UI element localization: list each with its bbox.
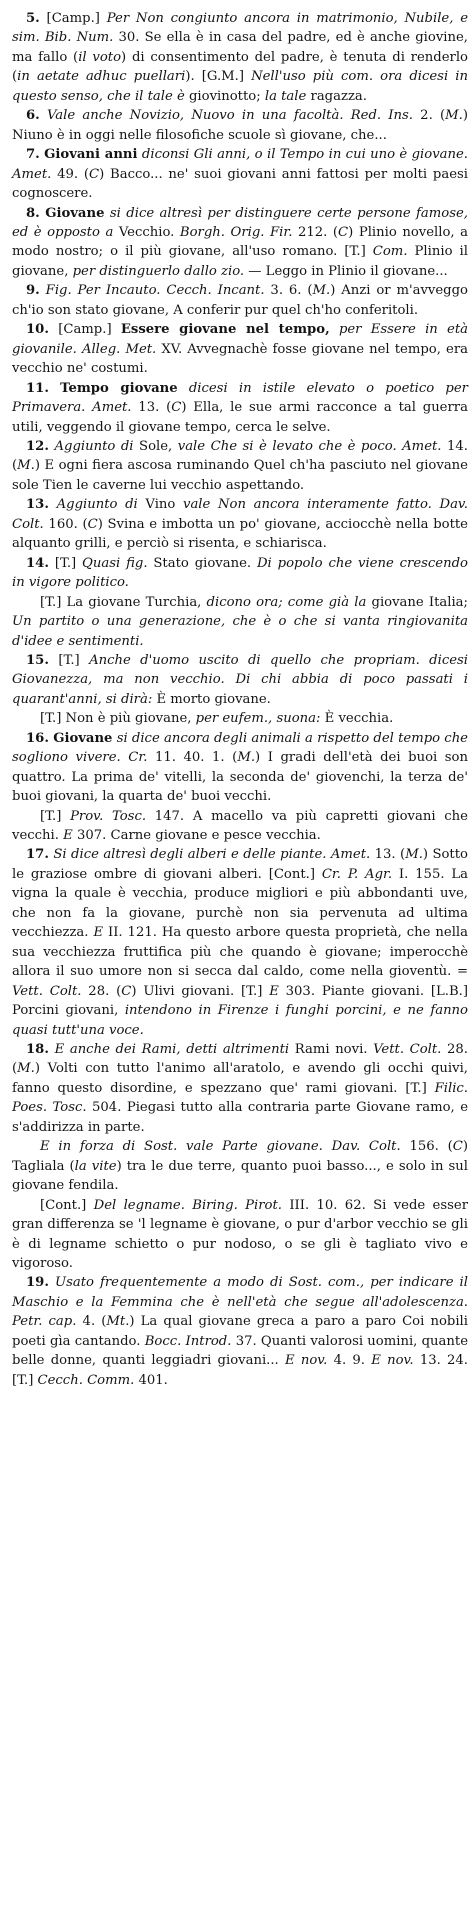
italic-gloss: Cecch. Comm. [37, 1372, 135, 1388]
sense-number: 7. [26, 147, 40, 163]
italic-gloss: vale Non ancora interamente fatto. Dav. Colt. [12, 497, 469, 532]
italic-gloss: E [269, 983, 279, 999]
sense-paragraph [12, 9, 468, 106]
sense-number: 15. [26, 652, 49, 668]
italic-gloss: M. [17, 1061, 35, 1077]
italic-gloss: E [63, 828, 73, 844]
headword-phrase: Essere giovane nel tempo, [120, 322, 330, 338]
text-run: 504. Piegasi tutto alla contraria parte Giovane ramo, e s'addirizza in parte. [12, 1100, 468, 1135]
text-run: XV. Avvegnachè fosse giovane nel tempo, era vecchio ne' costumi. [12, 341, 468, 377]
text-run: 212. ( [292, 224, 339, 240]
italic-gloss: C [338, 224, 349, 240]
text-run: [T.] La giovane Turchia, [40, 594, 207, 610]
italic-gloss: Di popolo che viene crescendo in vigore politico. [12, 555, 468, 591]
italic-gloss: per eufem., suona: [195, 711, 321, 727]
text-run: ) Svina e imbotta un po' giovane, acciocchè nella botte alquanto grilli, e perciò si risenta, e schiarisca. [12, 516, 468, 552]
text-run: ) di consentimento del padre, è tenuta di renderlo ( [12, 49, 468, 85]
text-run: Plinio il giovane, [12, 244, 468, 279]
text-run: [Camp.] [39, 11, 107, 26]
sense-number: 12. [26, 438, 49, 454]
sense-number: 11. [26, 380, 49, 396]
text-run: 3. 6. ( [264, 283, 313, 299]
text-run [40, 108, 47, 123]
sense-paragraph [12, 495, 468, 553]
text-run: ) Plinio novello, a modo nostro; o il più giovane, all'uso romano. [T.] [12, 224, 468, 260]
text-run: III. 10. 62. Si vede esser gran differenza se 'l legname è giovane, o pur d'arbor vecchio se gli è di legname schietto o pur nodoso, o se gli è tagliato vivo e vigoroso. [12, 1197, 469, 1271]
sense-paragraph [12, 437, 468, 495]
text-run: ) Ella, le sue armi racconce a tal guerra utili, veggendo il giovane tempo, cerca le selve. [12, 400, 468, 435]
text-run: 14. ( [12, 438, 468, 474]
text-run: Vino [137, 497, 183, 513]
italic-gloss: dicesi in istile elevato o poetico per Primavera. Amet. [12, 380, 468, 416]
sense-paragraph [12, 145, 468, 203]
italic-gloss: Vale anche Novizio, Nuovo in una facoltà. Red. Ins. [47, 108, 413, 124]
headword-phrase: Giovane [53, 730, 113, 746]
italic-gloss: E nov. [284, 1353, 328, 1369]
text-run: 49. ( [51, 166, 90, 182]
text-run: ) Anzi or m'avveggo ch'io son stato giovane, A conferir pur quel ch'ho conferitoli. [12, 283, 468, 318]
text-run: — Leggo in Plinio il giovane... [244, 263, 448, 279]
text-run: Sole, [133, 438, 178, 454]
text-run: ) Niuno è in oggi nelle filosofiche scuole sì giovane, che... [12, 108, 468, 143]
text-run [330, 322, 339, 337]
italic-gloss: intendono in Firenze i funghi porcini, e ne fanno quasi tutt'una voce. [12, 1003, 468, 1038]
italic-gloss: M. [237, 750, 256, 766]
text-run: 303. Piante giovani. [L.B.] Porcini giovani, [12, 983, 468, 1019]
italic-gloss: Aggiunto di [56, 497, 138, 513]
sense-paragraph [12, 845, 468, 1040]
sub-paragraph [12, 807, 468, 846]
sense-number: 8. [26, 205, 40, 221]
text-run: ) Tagliala ( [12, 1139, 468, 1174]
sense-number: 6. [26, 108, 40, 124]
italic-gloss: Vett. Colt. [12, 983, 82, 999]
text-run: 28. ( [81, 983, 122, 999]
italic-gloss: per distinguerlo dallo zio. [72, 263, 245, 279]
text-run: [T.] [48, 555, 83, 571]
text-run: È morto giovane. [152, 691, 271, 707]
italic-gloss: Filic. Poes. Tosc. [12, 1080, 468, 1116]
text-run: ). [G.M.] [185, 69, 252, 85]
italic-gloss: C [89, 166, 100, 182]
text-run: 11. 40. 1. ( [147, 750, 238, 766]
text-run: [T.] [40, 808, 71, 824]
sense-paragraph [12, 1040, 468, 1137]
text-run: ) Ulivi giovani. [T.] [131, 983, 270, 999]
italic-gloss: E nov. [371, 1353, 414, 1369]
text-run [178, 381, 189, 396]
headword-phrase: Giovane [45, 205, 105, 221]
sense-number: 9. [26, 283, 40, 299]
italic-gloss: si dice altresì per distinguere certe persone famose, ed è opposto a [12, 205, 469, 240]
sub-paragraph [12, 1196, 468, 1274]
sense-paragraph [12, 204, 468, 282]
sense-paragraph [12, 281, 468, 320]
sense-number: 10. [26, 322, 49, 338]
text-run: [Camp.] [48, 322, 121, 338]
italic-gloss: Del legname. Biring. Pirot. [93, 1197, 282, 1213]
text-run: 147. A macello va più capretti giovani che vecchi. [12, 808, 468, 844]
italic-gloss: C [87, 516, 98, 532]
italic-gloss: in aetate adhuc puellari [17, 69, 186, 85]
text-run: 2. ( [412, 108, 446, 124]
sense-paragraph [12, 379, 468, 437]
italic-gloss: per Essere in età giovanile. Alleg. Met. [12, 322, 468, 357]
text-run: [T.] [48, 652, 90, 668]
italic-gloss: E [93, 925, 104, 941]
text-run: ) tra le due terre, quanto puoi basso..., e solo in sul giovane fendila. [12, 1158, 468, 1194]
italic-gloss: Aggiunto di [54, 438, 134, 454]
text-run: 13. ( [370, 847, 406, 863]
text-run [49, 381, 60, 396]
sub-paragraph [12, 709, 468, 728]
text-run: ) I gradi dell'età dei buoi son quattro. La prima de' vitelli, la seconda de' giovenchi, la terza de' buoi giovani, la quarta de' buoi vecchi. [12, 750, 468, 805]
sense-number: 17. [26, 847, 49, 863]
sub-paragraph [12, 593, 468, 651]
text-run: ragazza. [306, 88, 367, 104]
text-run: ) La qual giovane greca a paro a paro Coi nobili poeti gìa cantando. [12, 1314, 468, 1349]
text-run: 13. 24. [T.] [12, 1353, 469, 1388]
sense-number: 14. [26, 555, 49, 571]
italic-gloss: Vett. Colt. [373, 1042, 442, 1058]
sense-number: 19. [26, 1275, 49, 1291]
sub-paragraph [12, 1137, 468, 1195]
italic-gloss: C [121, 983, 132, 999]
italic-gloss: la vite [74, 1158, 117, 1174]
text-run: 30. Se ella è in casa del padre, ed è anche giovine, ma fallo ( [12, 30, 468, 65]
italic-gloss: diconsi Gli anni, o il Tempo in cui uno è giovane. Amet. [12, 147, 469, 182]
italic-gloss: C [452, 1139, 463, 1155]
text-run: 4. ( [76, 1314, 107, 1330]
sense-number: 18. [26, 1042, 49, 1058]
text-run: ) Sotto le graziose ombre di giovani alberi. [Cont.] [12, 847, 468, 882]
italic-gloss: Quasi fig. [82, 555, 148, 571]
text-run: È vecchia. [320, 711, 394, 727]
text-run: ) Volti con tutto l'animo all'aratolo, e avendo gli occhi quivi, fanno questo disordine, e spezzano que' rami giovani. [T.] [12, 1061, 468, 1096]
text-run: [Cont.] [40, 1197, 94, 1213]
italic-gloss: M. [17, 458, 35, 474]
italic-gloss: M. [312, 283, 331, 299]
text-run: 156. ( [400, 1139, 453, 1155]
text-run: ) E ogni fiera ascosa ruminando Quel ch'ha pasciuto nel giovane sole Tien le caverne lui vecchio aspettando. [12, 458, 468, 493]
italic-gloss: si dice ancora degli animali a rispetto del tempo che sogliono vivere. Cr. [12, 730, 468, 766]
italic-gloss: Cr. P. Agr. [321, 866, 393, 882]
italic-gloss: vale Che si è levato che è poco. Amet. [177, 438, 442, 454]
text-run: Stato giovane. [147, 555, 257, 571]
sense-paragraph [12, 554, 468, 593]
text-run: 160. ( [43, 516, 88, 532]
text-run: [T.] Non è più giovane, [40, 711, 196, 727]
text-run: 401. [134, 1372, 168, 1388]
italic-gloss: C [171, 400, 182, 416]
italic-gloss: Com. [372, 244, 408, 260]
text-run: giovinotto; [184, 88, 265, 104]
text-run: II. 121. Ha questo arbore questa proprietà, che nella sua vecchiezza fruttifica più che quando è giovane; imperocchè allora il suo umore non si secca dal caldo, come nella gioventù. = [12, 925, 468, 980]
sense-paragraph [12, 320, 468, 378]
italic-gloss: il voto [78, 49, 122, 65]
italic-gloss: M. [405, 847, 423, 863]
italic-gloss: M. [445, 108, 463, 124]
italic-gloss: Anche d'uomo uscito di quello che propriam. dicesi Giovanezza, ma non vecchio. Di chi abbia di poco passati i quarant'anni, si dirà: [12, 652, 468, 707]
sense-number: 16. [26, 730, 49, 746]
text-run: 28. ( [12, 1042, 468, 1077]
text-run: Vecchio. [113, 224, 180, 240]
italic-gloss: dicono ora; come già la [206, 594, 367, 610]
italic-gloss: Fig. Per Incauto. Cecch. Incant. [45, 283, 265, 299]
italic-gloss: Un partito o una generazione, che è o che si vanta ringiovanita d'idee e sentimenti. [12, 614, 468, 649]
italic-gloss: E in forza di Sost. vale Parte giovane. Dav. Colt. [40, 1139, 401, 1155]
sense-paragraph [12, 1273, 468, 1390]
italic-gloss: Si dice altresì degli alberi e delle piante. Amet. [53, 847, 371, 863]
italic-gloss: Bocc. Introd. [144, 1333, 232, 1349]
text-run: giovane Italia; [366, 594, 468, 610]
text-run: Rami novi. [289, 1042, 374, 1058]
sense-paragraph [12, 729, 468, 807]
dictionary-entry-text [12, 9, 468, 1390]
italic-gloss: E anche dei Rami, detti altrimenti [54, 1042, 290, 1058]
text-run [49, 497, 57, 512]
sense-paragraph [12, 106, 468, 145]
italic-gloss: Mt. [106, 1314, 130, 1330]
text-run: 307. Carne giovane e pesce vecchia. [72, 828, 321, 844]
headword-phrase: Tempo giovane [60, 380, 178, 396]
text-run: I. 155. La vigna la quale è vecchia, produce migliori e più abbondanti uve, che non fa la giovane, purchè non sia pervenuta ad ultima vecchiezza. [12, 866, 468, 941]
text-run: 13. ( [131, 400, 172, 416]
italic-gloss: Per Non congiunto ancora in matrimonio, Nubile, e sim. Bib. Num. [12, 11, 469, 46]
italic-gloss: Usato frequentemente a modo di Sost. com., per indicare il Maschio e la Femmina che è nell'età che segue all'adolescenza. Petr. cap. [12, 1275, 468, 1330]
text-run: 4. 9. [327, 1353, 372, 1369]
headword-phrase: Giovani anni [44, 147, 138, 163]
text-run: 37. Quanti valorosi uomini, quante belle donne, quanti leggiadri giovani... [12, 1333, 469, 1369]
sense-number: 5. [26, 11, 40, 26]
sense-number: 13. [26, 497, 49, 513]
sense-paragraph [12, 651, 468, 709]
italic-gloss: Nell'uso più com. ora dicesi in questo senso, che il tale è [12, 69, 468, 104]
text-run: ) Bacco... ne' suoi giovani anni fattosi per molti paesi cognoscere. [12, 166, 468, 202]
italic-gloss: la tale [264, 88, 307, 104]
italic-gloss: Borgh. Orig. Fir. [179, 224, 293, 240]
italic-gloss: Prov. Tosc. [70, 808, 147, 824]
